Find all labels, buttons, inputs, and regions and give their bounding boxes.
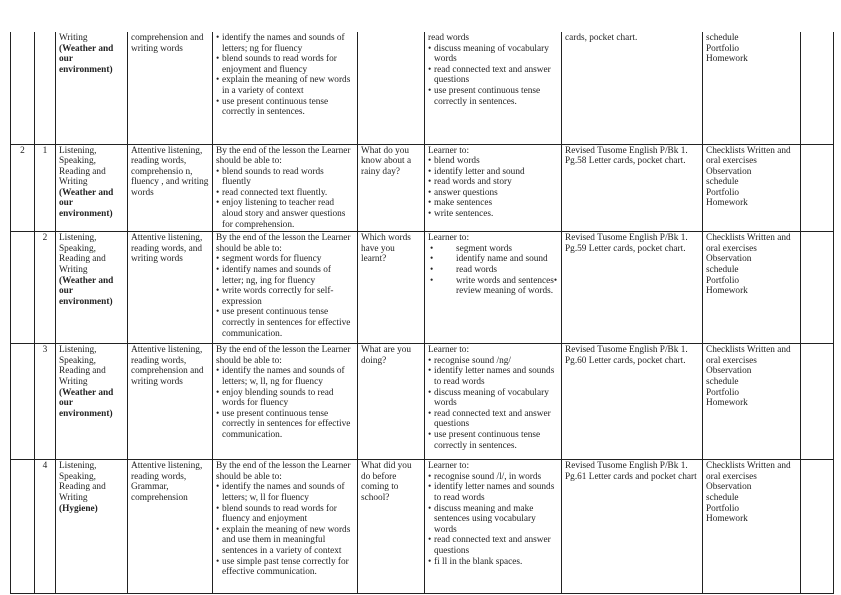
experience-item: • identify letter names and sounds to read words [428,366,558,387]
assessment-item: Observation [706,166,752,177]
objectives-cell [213,344,358,460]
skills: comprehension and writing words [131,33,204,54]
objectives-intro: By the end of the lesson the Learner should be able to: [216,233,351,254]
experience-item: • read words [428,265,558,276]
skills-cell [128,32,213,144]
experiences-intro: Learner to: [428,145,470,156]
skills: Attentive listening, reading words, and writing words [131,233,203,265]
objective-item: • identify the names and sounds of letters; ng for fluency [216,33,354,54]
remarks-cell [801,344,834,460]
objective-item: • enjoy listening to teacher read aloud story and answer questions for comprehension. [216,198,354,230]
table-row [11,32,834,144]
objective-item: • identify the names and sounds of letters; w, ll, ng for fluency [216,366,354,387]
experience-item: • read connected text and answer questions [428,409,558,430]
experience-item: • use present continuous tense correctly in sentences. [428,86,558,107]
resources: Revised Tusome English P/Bk 1. Pg.61 Letter cards and pocket chart [565,461,697,482]
lesson-number: 1 [42,145,48,156]
assessment-cell [703,32,801,144]
experience-item: • identify name and sound [428,254,558,265]
objective-item: • segment words for fluency [216,254,354,265]
skills-cell [128,232,213,344]
experience-item: • identify letter and sound [428,167,558,178]
lesson-number: 4 [42,461,48,472]
assessment-item: Homework [706,198,748,209]
resources: Revised Tusome English P/Bk 1. Pg.59 Letter cards, pocket chart. [565,233,688,254]
remarks-cell [801,232,834,344]
objective-item: • write words correctly for self-expression [216,286,354,307]
lesson-cell [35,144,56,232]
experience-item: • read connected text and answer questions [428,65,558,86]
remarks-cell [801,460,834,594]
theme: (Weather and our environment) [59,387,114,419]
resources: Revised Tusome English P/Bk 1. Pg.58 Letter cards, pocket chart. [565,145,688,167]
experience-item: • write words and sentences• review meaning of words. [428,276,558,297]
experience-item: • write sentences. [428,209,558,220]
experience-item: • read words and story [428,177,558,188]
objective-item: • use present continuous tense correctly in sentences for effective communication. [216,409,354,441]
strand-cell [56,144,128,232]
assessment-cell [703,232,801,344]
experience-item: • discuss meaning of vocabulary words [428,44,558,65]
lesson-cell [35,32,56,144]
assessment-item: Checklists Written and oral exercises [706,233,791,254]
assessment-cell [703,144,801,232]
assessment-item: Portfolio [706,187,740,198]
experiences-intro: read words [428,33,470,43]
table-row [11,144,834,232]
key-question-cell [358,232,425,344]
assessment-item: Checklists Written and oral exercises [706,145,791,167]
objective-item: • identify names and sounds of letter; ng, ing for fluency [216,265,354,286]
objective-item: • identify the names and sounds of letters; w, ll for fluency [216,482,354,503]
objective-item: • enjoy blending sounds to read words for fluency [216,388,354,409]
strand-cell [56,32,128,144]
experiences-cell [425,460,562,594]
assessment-item: schedule [706,33,739,43]
key-question: What do you know about a rainy day? [361,145,412,177]
resources-cell [562,344,703,460]
week-number: 2 [20,145,25,156]
key-question: What are you doing? [361,345,412,366]
strand-cell [56,344,128,460]
strand: Listening, Speaking, Reading and Writing [59,461,106,504]
key-question-cell [358,344,425,460]
assessment-item: schedule [706,377,739,388]
experience-item: • identify letter names and sounds to read words [428,482,558,503]
theme: (Hygiene) [59,503,98,514]
scheme-of-work-table [10,32,834,594]
table-row [11,344,834,460]
lesson-number: 3 [42,345,48,356]
key-question: Which words have you learnt? [361,233,411,265]
week-cell [11,32,35,144]
objective-item: • read connected text fluently. [216,188,354,199]
objective-item: • use present continuous tense correctly in sentences. [216,97,354,118]
experience-item: • discuss meaning of vocabulary words [428,388,558,409]
week-cell [11,460,35,594]
assessment-item: Homework [706,514,748,525]
experiences-intro: Learner to: [428,345,470,356]
objectives-cell [213,32,358,144]
assessment-item: Homework [706,398,748,409]
table-row [11,232,834,344]
key-question-cell [358,460,425,594]
assessment-item: schedule [706,493,739,504]
objective-item: • explain the meaning of new words in a variety of context [216,75,354,96]
key-question-cell [358,144,425,232]
assessment-item: Checklists Written and oral exercises [706,345,791,366]
resources-cell [562,32,703,144]
experience-item: • use present continuous tense correctly in sentences. [428,430,558,451]
resources-cell [562,144,703,232]
theme: (Weather and our environment) [59,275,114,307]
lesson-cell [35,344,56,460]
assessment-item: Observation [706,482,752,493]
skills: Attentive listening, reading words, comprehension and writing words [131,345,204,388]
experiences-intro: Learner to: [428,233,470,244]
resources-cell [562,232,703,344]
lesson-cell [35,460,56,594]
assessment-item: Homework [706,54,748,65]
objective-item: • use present continuous tense correctly in sentences for effective communication. [216,307,354,339]
experiences-cell [425,232,562,344]
objective-item: • blend sounds to read words for enjoyment and fluency [216,54,354,75]
skills-cell [128,144,213,232]
strand: Listening, Speaking, Reading and Writing [59,233,106,276]
assessment-item: schedule [706,177,739,188]
skills: Attentive listening, reading words, Grammar, comprehension [131,461,203,504]
strand: Listening, Speaking, Reading and Writing [59,345,106,388]
assessment-item: Checklists Written and oral exercises [706,461,791,482]
strand-cell [56,460,128,594]
experience-item: • read connected text and answer questions [428,535,558,556]
remarks-cell [801,32,834,144]
week-cell [11,144,35,232]
experience-item: • segment words [428,244,558,255]
assessment-item: Observation [706,366,752,377]
objectives-cell [213,460,358,594]
objective-item: • explain the meaning of new words and use them in meaningful sentences in a variety of context [216,525,354,557]
assessment-item: Observation [706,254,752,265]
theme: (Weather and our environment) [59,43,114,75]
assessment-item: Portfolio [706,503,740,514]
resources: cards, pocket chart. [565,33,638,43]
experience-item: • recognise sound /ng/ [428,356,558,367]
strand-cell [56,232,128,344]
experience-item: • fi ll in the blank spaces. [428,557,558,568]
skills: Attentive listening, reading words, comprehensio n, fluency , and writing words [131,145,209,198]
experience-item: • answer questions [428,188,558,199]
key-question: What did you do before coming to school? [361,461,412,504]
resources: Revised Tusome English P/Bk 1. Pg.60 Letter cards, pocket chart. [565,345,688,366]
theme: (Weather and our environment) [59,187,114,220]
key-question-cell [358,32,425,144]
assessment-item: Portfolio [706,387,740,398]
experience-item: • recognise sound /l/, in words [428,472,558,483]
week-cell [11,344,35,460]
assessment-cell [703,460,801,594]
objectives-cell [213,232,358,344]
lesson-number: 2 [42,233,48,244]
skills-cell [128,460,213,594]
objectives-intro: By the end of the lesson the Learner should be able to: [216,461,351,482]
experiences-cell [425,344,562,460]
experience-item: • blend words [428,156,558,167]
experiences-cell [425,144,562,232]
objective-item: • use simple past tense correctly for effective communication. [216,557,354,578]
assessment-cell [703,344,801,460]
resources-cell [562,460,703,594]
strand: Listening, Speaking, Reading and Writing [59,145,106,188]
objective-item: • blend sounds to read words fluently [216,167,354,188]
week-cell [11,232,35,344]
skills-cell [128,344,213,460]
experiences-intro: Learner to: [428,461,470,472]
assessment-item: Portfolio [706,43,740,54]
objectives-intro: By the end of the lesson the Learner should be able to: [216,145,351,167]
assessment-item: Portfolio [706,275,740,286]
assessment-item: schedule [706,265,739,276]
experience-item: • make sentences [428,198,558,209]
experiences-cell [425,32,562,144]
strand: Writing [59,33,88,43]
objective-item: • blend sounds to read words for fluency and enjoyment [216,504,354,525]
assessment-item: Homework [706,286,748,297]
objectives-intro: By the end of the lesson the Learner should be able to: [216,345,351,366]
objectives-cell [213,144,358,232]
table-row [11,460,834,594]
remarks-cell [801,144,834,232]
experience-item: • discuss meaning and make sentences using vocabulary words [428,504,558,536]
lesson-cell [35,232,56,344]
